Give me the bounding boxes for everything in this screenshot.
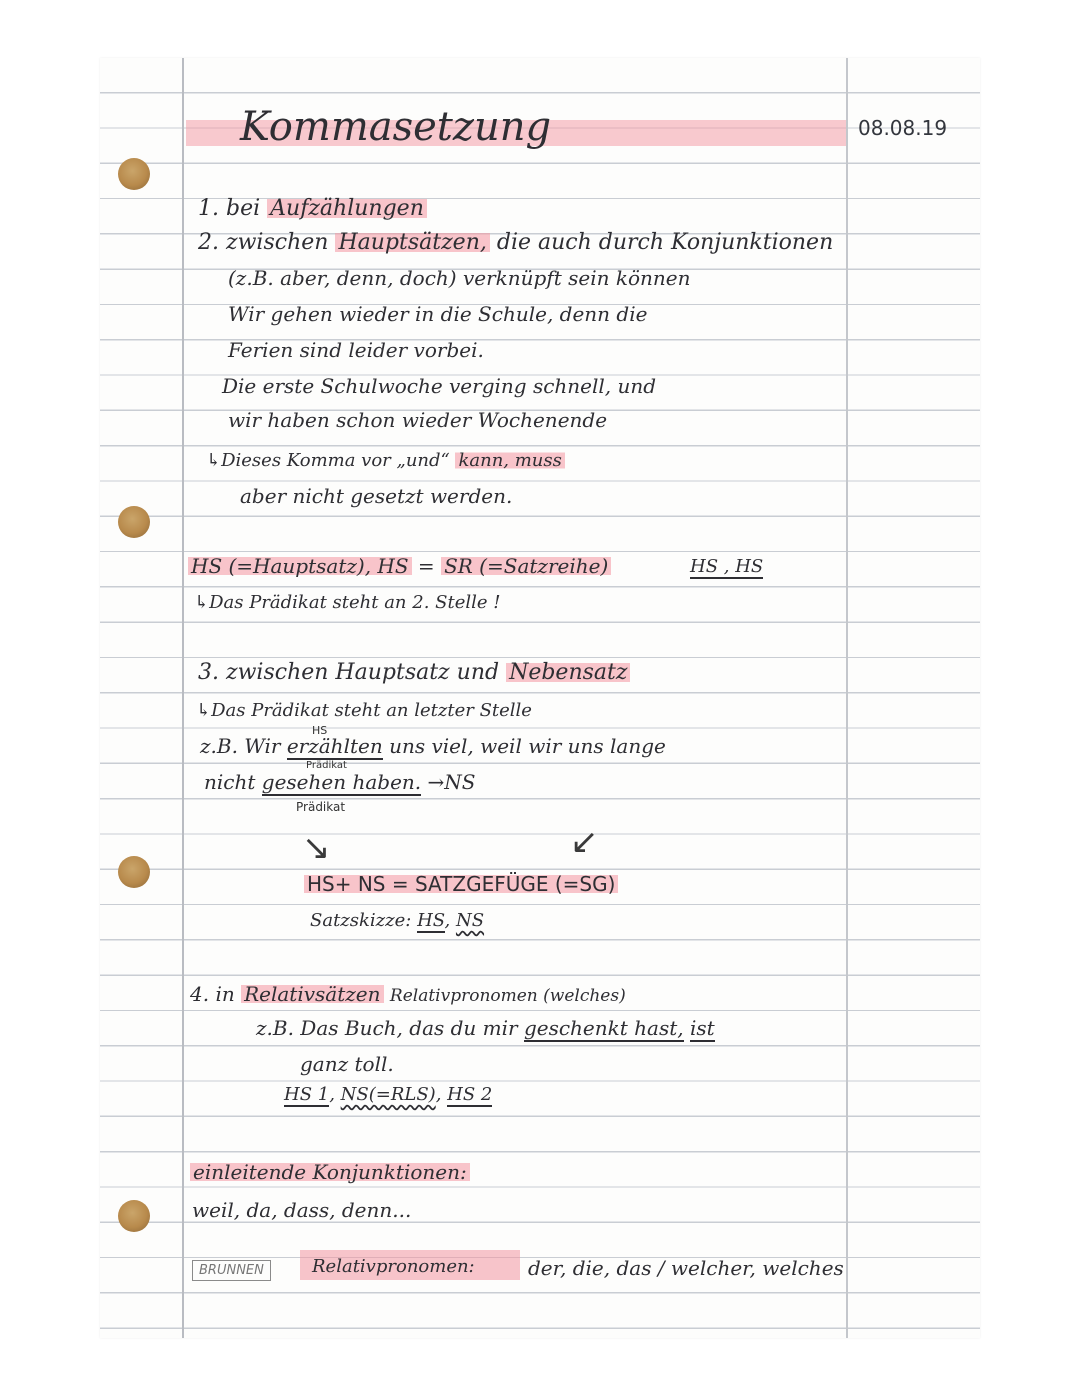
example-line: ganz toll.	[300, 1052, 394, 1076]
conjunctions-list: weil, da, dass, denn...	[192, 1198, 412, 1222]
page-title: Kommasetzung	[240, 104, 552, 150]
rule-highlight: Hauptsätzen,	[335, 230, 489, 255]
example-line: wir haben schon wieder Wochenende	[228, 408, 608, 432]
rule-2-line: (z.B. aber, denn, doch) verknüpft sein können	[228, 266, 691, 290]
arrow-down-right-icon: ↘	[302, 828, 331, 868]
praedikat-label: Prädikat	[296, 800, 346, 814]
punch-hole	[118, 856, 150, 888]
sr-formula-eq: =	[411, 554, 442, 578]
example-line	[200, 734, 666, 758]
relpron-list: der, die, das / welcher, welches	[528, 1256, 844, 1280]
rule-number: 3.	[198, 660, 219, 685]
rule-3-note: ↳Das Prädikat steht an letzter Stelle	[196, 700, 532, 721]
example-line	[204, 770, 475, 794]
pronoun-note: Relativpronomen (welches)	[389, 986, 626, 1006]
date-margin-line	[846, 58, 848, 1338]
rule-number: 2.	[198, 230, 219, 255]
sr-sketch-text: HS , HS	[690, 556, 764, 577]
punch-hole	[118, 1200, 150, 1232]
sr-formula-start: HS (=Hauptsatz), HS	[188, 554, 412, 578]
rule-1	[198, 196, 427, 221]
note-line: aber nicht gesetzt werden.	[240, 484, 513, 508]
example-text: z.B. Wir	[200, 734, 281, 758]
note-line	[206, 450, 565, 471]
example-text: z.B. Das Buch, das du mir	[256, 1016, 518, 1040]
brunnen-logo: BRUNNEN	[192, 1260, 271, 1281]
example-line: Die erste Schulwoche verging schnell, und	[222, 374, 657, 398]
sr-formula	[188, 554, 611, 578]
rule-text: zwischen	[226, 230, 329, 255]
rule-4	[190, 982, 626, 1006]
example-text: nicht	[204, 770, 256, 794]
margin-line	[182, 58, 184, 1338]
rls-sketch-hs2: HS 2	[447, 1084, 493, 1105]
rule-text: in	[215, 982, 235, 1006]
praedikat-small-label: Prädikat	[306, 760, 347, 771]
example-underlined: geschenkt hast,	[523, 1016, 684, 1040]
rls-sketch-ns: NS(=RLS)	[340, 1084, 436, 1105]
satzskizze: Satzskizze: HS, NS	[310, 910, 485, 931]
satzgefuege-formula	[304, 872, 618, 896]
example-predicate: erzählten	[286, 734, 383, 758]
conjunctions-heading	[190, 1160, 470, 1184]
satzskizze-ns: NS	[455, 910, 485, 931]
rule-highlight: Nebensatz	[506, 660, 630, 685]
example-line: Wir gehen wieder in die Schule, denn die	[228, 302, 648, 326]
example-predicate: gesehen haben.	[261, 770, 422, 794]
note-text: ↳Dieses Komma vor „und“	[206, 450, 450, 471]
rule-text: die auch durch Konjunktionen	[496, 230, 834, 255]
note-highlight: kann, muss	[455, 450, 564, 471]
ns-arrow: →NS	[427, 770, 476, 794]
punch-hole	[118, 506, 150, 538]
page-date: 08.08.19	[858, 116, 948, 140]
example-text: uns viel, weil wir uns lange	[389, 734, 666, 758]
sr-sketch	[690, 556, 763, 577]
example-line: Ferien sind leider vorbei.	[228, 338, 484, 362]
rule-number: 1.	[198, 196, 219, 221]
satzskizze-hs: HS	[417, 910, 445, 931]
example-underlined: ist	[689, 1016, 715, 1040]
conjunctions-heading-text: einleitende Konjunktionen:	[190, 1160, 470, 1184]
rule-3	[198, 660, 630, 685]
rule-2	[198, 230, 833, 255]
rule-highlight: Relativsätzen	[241, 982, 383, 1006]
arrow-down-left-icon: ↙	[570, 822, 599, 862]
hs-label: HS	[312, 724, 328, 737]
relpron-label: Relativpronomen:	[312, 1256, 475, 1277]
satzgefuege-text: HS+ NS = SATZGEFÜGE (=SG)	[304, 872, 618, 896]
sr-formula-end: SR (=Satzreihe)	[441, 554, 611, 578]
rule-number: 4.	[190, 982, 210, 1006]
rule-highlight: Aufzählungen	[267, 196, 427, 221]
example-line	[256, 1016, 715, 1040]
sr-note: ↳Das Prädikat steht an 2. Stelle !	[194, 592, 501, 613]
rule-text: zwischen Hauptsatz und	[226, 660, 500, 685]
rls-sketch: HS 1, NS(=RLS), HS 2	[284, 1084, 493, 1105]
rls-sketch-hs1: HS 1	[284, 1084, 330, 1105]
satzskizze-label: Satzskizze:	[310, 910, 412, 931]
punch-hole	[118, 158, 150, 190]
rule-text: bei	[226, 196, 261, 221]
